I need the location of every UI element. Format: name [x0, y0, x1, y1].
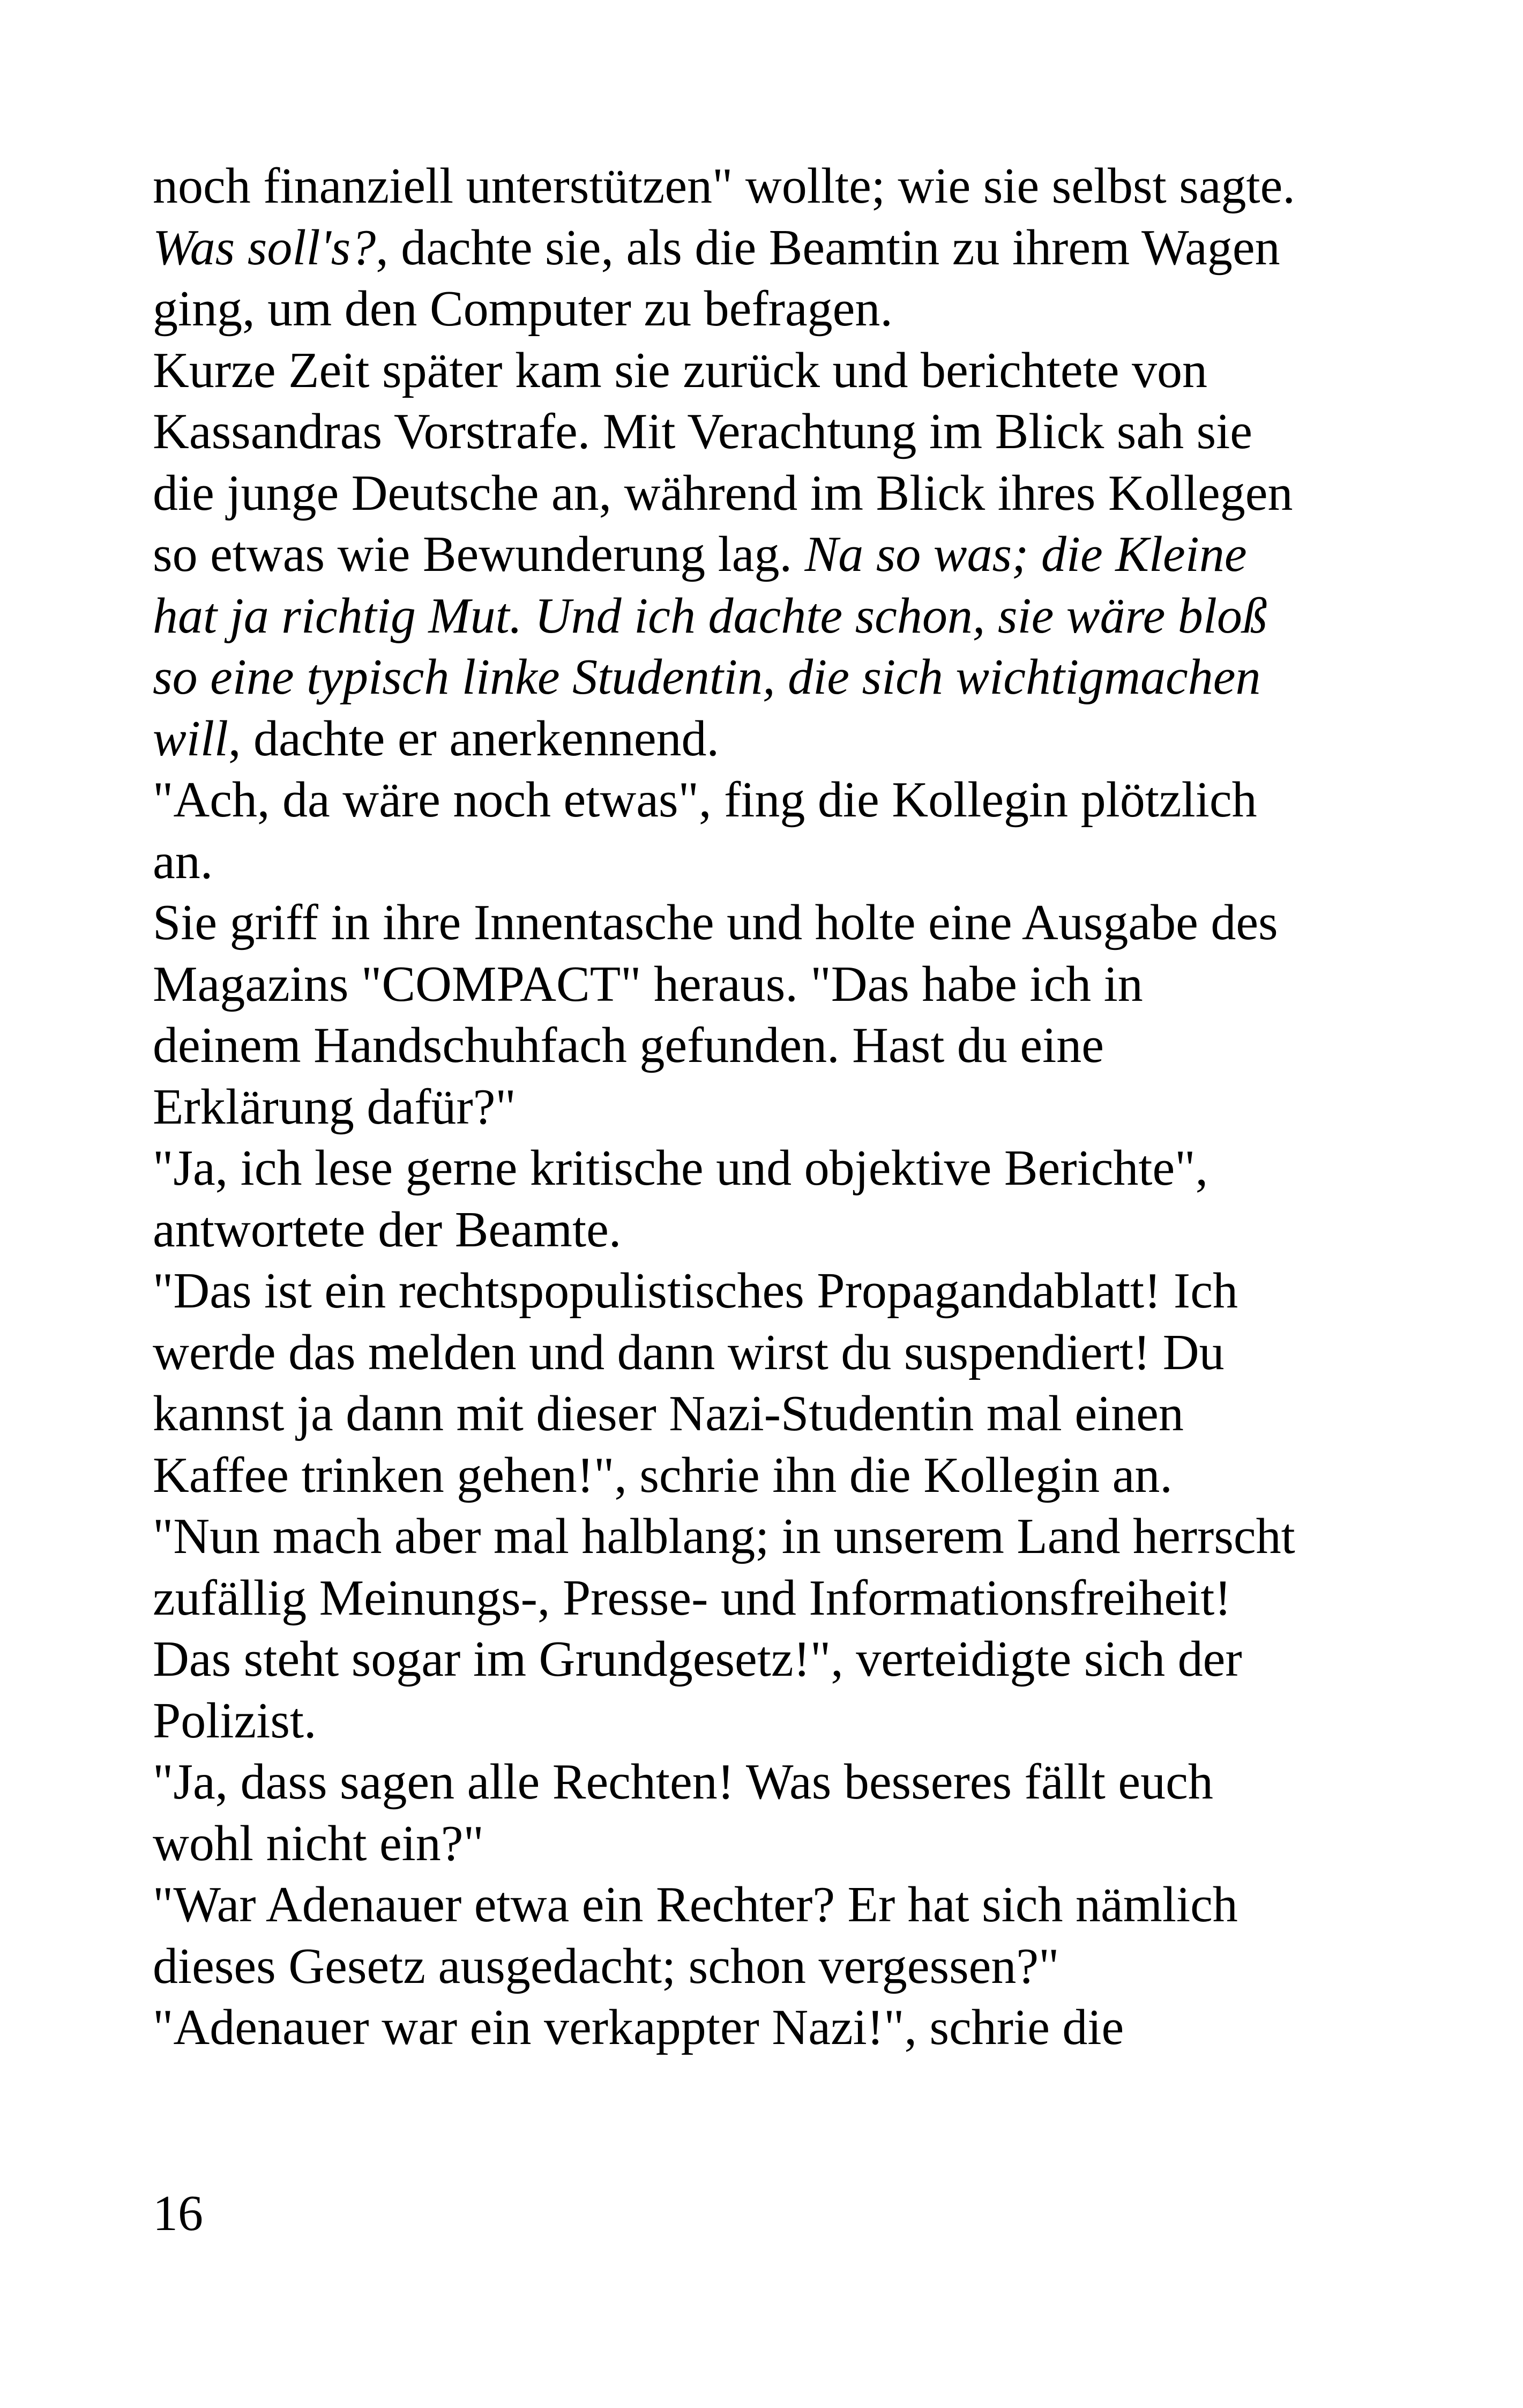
italic-text-segment: so eine typisch linke Studentin, die sich wichtigmachen: [153, 649, 1261, 705]
text-segment: Kaffee trinken gehen!", schrie ihn die Kollegin an.: [153, 1447, 1173, 1503]
text-segment: so etwas wie Bewunderung lag.: [153, 526, 805, 582]
text-segment: dieses Gesetz ausgedacht; schon vergessen?": [153, 1938, 1059, 1994]
text-segment: "Das ist ein rechtspopulistisches Propagandablatt! Ich: [153, 1263, 1238, 1319]
text-segment: "War Adenauer etwa ein Rechter? Er hat sich nämlich: [153, 1877, 1238, 1933]
text-line: [153, 1997, 1380, 2058]
italic-text-segment: Na so was; die Kleine: [804, 526, 1247, 582]
body-text: [153, 155, 1380, 2058]
text-line: [153, 1567, 1380, 1629]
text-line: [153, 708, 1380, 770]
text-segment: "Ja, dass sagen alle Rechten! Was besseres fällt euch: [153, 1754, 1213, 1810]
text-line: [153, 1506, 1380, 1567]
text-segment: an.: [153, 833, 213, 889]
text-line: [153, 646, 1380, 708]
text-line: [153, 340, 1380, 402]
text-line: [153, 401, 1380, 463]
text-line: [153, 1138, 1380, 1199]
italic-text-segment: Was soll's?: [153, 219, 376, 276]
text-line: [153, 1445, 1380, 1506]
text-line: [153, 954, 1380, 1015]
text-segment: "Adenauer war ein verkappter Nazi!", schrie die: [153, 2000, 1124, 2055]
text-line: [153, 1690, 1380, 1752]
text-line: [153, 1076, 1380, 1138]
text-segment: , dachte sie, als die Beamtin zu ihrem Wagen: [376, 219, 1280, 276]
text-segment: wohl nicht ein?": [153, 1815, 484, 1871]
italic-text-segment: hat ja richtig Mut. Und ich dachte schon, sie wäre bloß: [153, 588, 1267, 644]
text-segment: werde das melden und dann wirst du suspendiert! Du: [153, 1324, 1225, 1380]
text-segment: , dachte er anerkennend.: [228, 710, 720, 767]
text-line: [153, 155, 1380, 217]
text-segment: Magazins "COMPACT" heraus. "Das habe ich in: [153, 956, 1143, 1012]
text-line: [153, 892, 1380, 954]
text-segment: Polizist.: [153, 1692, 317, 1749]
text-line: [153, 217, 1380, 279]
text-segment: Sie griff in ihre Innentasche und holte eine Ausgabe des: [153, 895, 1278, 950]
text-line: [153, 1260, 1380, 1322]
text-segment: die junge Deutsche an, während im Blick ihres Kollegen: [153, 465, 1293, 521]
text-segment: Das steht sogar im Grundgesetz!", verteidigte sich der: [153, 1631, 1242, 1687]
text-segment: zufällig Meinungs-, Presse- und Informationsfreiheit!: [153, 1570, 1231, 1626]
text-line: [153, 1813, 1380, 1875]
text-line: [153, 1322, 1380, 1384]
text-line: [153, 278, 1380, 340]
text-line: [153, 769, 1380, 831]
italic-text-segment: will: [153, 710, 229, 767]
text-segment: Kurze Zeit später kam sie zurück und berichtete von: [153, 342, 1207, 398]
text-line: [153, 524, 1380, 585]
text-segment: Kassandras Vorstrafe. Mit Verachtung im Blick sah sie: [153, 404, 1252, 459]
text-segment: noch finanziell unterstützen" wollte; wie sie selbst sagte.: [153, 158, 1295, 214]
text-segment: "Ja, ich lese gerne kritische und objektive Berichte",: [153, 1140, 1208, 1196]
text-segment: Erklärung dafür?": [153, 1079, 516, 1135]
text-line: [153, 1936, 1380, 1997]
text-line: [153, 1629, 1380, 1690]
text-line: [153, 1015, 1380, 1076]
text-line: [153, 831, 1380, 893]
page-number: 16: [153, 2186, 203, 2241]
text-segment: antwortete der Beamte.: [153, 1201, 622, 1258]
text-line: [153, 1383, 1380, 1445]
text-line: [153, 585, 1380, 647]
text-line: [153, 1751, 1380, 1813]
text-segment: ging, um den Computer zu befragen.: [153, 281, 893, 337]
text-line: [153, 1199, 1380, 1261]
text-segment: deinem Handschuhfach gefunden. Hast du eine: [153, 1017, 1104, 1073]
text-line: [153, 463, 1380, 524]
text-segment: "Ach, da wäre noch etwas", fing die Kollegin plötzlich: [153, 772, 1257, 828]
text-segment: kannst ja dann mit dieser Nazi-Studentin mal einen: [153, 1386, 1184, 1441]
text-line: [153, 1874, 1380, 1936]
text-segment: "Nun mach aber mal halblang; in unserem Land herrscht: [153, 1508, 1295, 1564]
